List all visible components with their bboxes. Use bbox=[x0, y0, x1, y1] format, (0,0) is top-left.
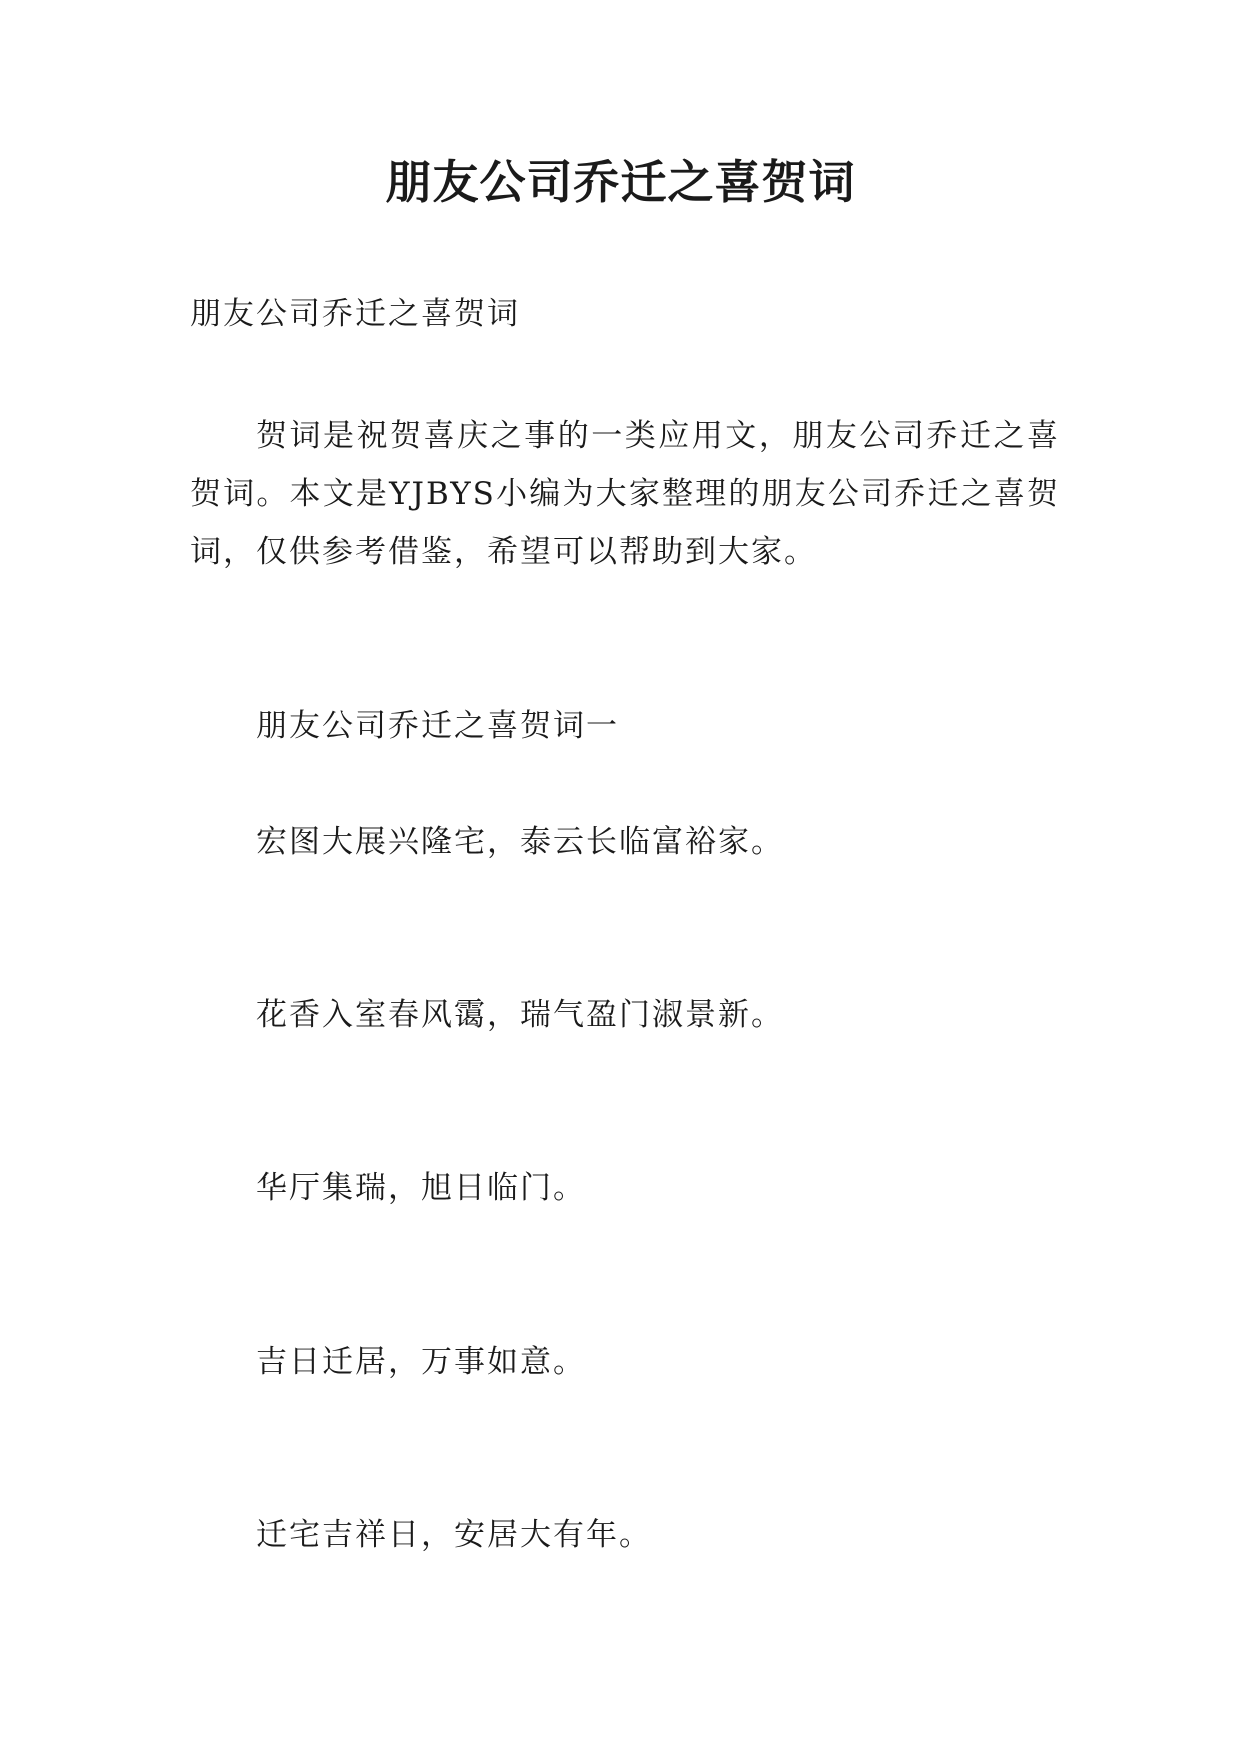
section-heading: 朋友公司乔迁之喜贺词一 bbox=[256, 708, 619, 744]
document-subtitle: 朋友公司乔迁之喜贺词 bbox=[190, 296, 520, 332]
verse-line: 宏图大展兴隆宅，泰云长临富裕家。 bbox=[256, 824, 784, 860]
verse-line: 吉日迁居，万事如意。 bbox=[256, 1344, 586, 1380]
verse-line: 花香入室春风霭，瑞气盈门淑景新。 bbox=[256, 997, 784, 1033]
document-title: 朋友公司乔迁之喜贺词 bbox=[385, 155, 856, 209]
verse-line: 华厅集瑞，旭日临门。 bbox=[256, 1170, 586, 1206]
intro-paragraph: 贺词是祝贺喜庆之事的一类应用文，朋友公司乔迁之喜贺词。本文是YJBYS小编为大家整理的朋友公司乔迁之喜贺词，仅供参考借鉴，希望可以帮助到大家。 bbox=[190, 418, 1060, 570]
verse-line: 迁宅吉祥日，安居大有年。 bbox=[256, 1517, 652, 1553]
